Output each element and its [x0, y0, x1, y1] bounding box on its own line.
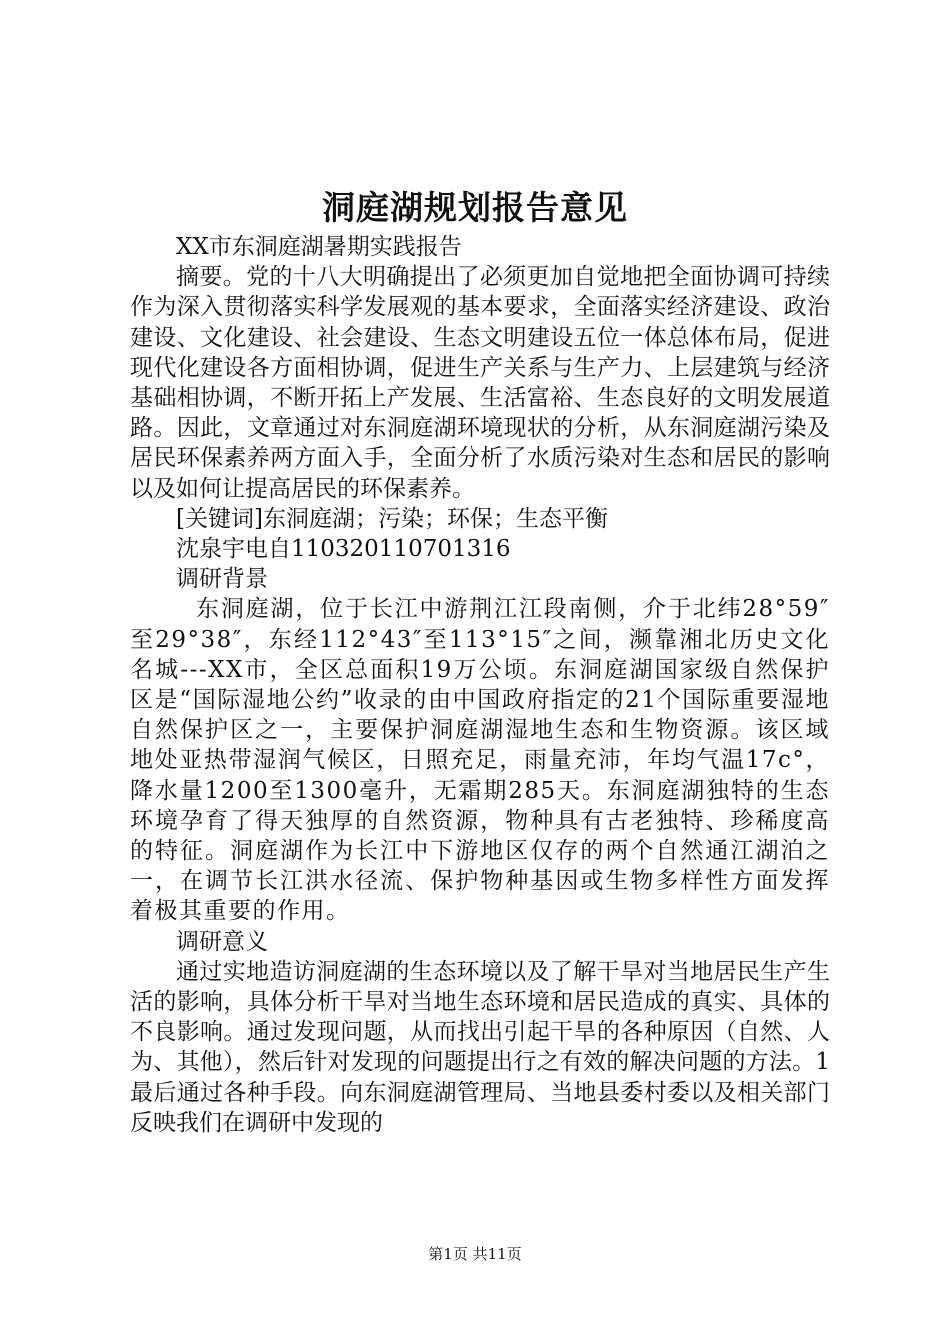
- heading-research-background: 调研背景: [176, 566, 268, 593]
- heading-research-significance: 调研意义: [176, 928, 268, 955]
- paragraph-research-background: 东洞庭湖，位于长江中游荆江江段南侧，介于北纬28°59″至29°38″，东经112°43″至113°15″之间，濒靠湘北历史文化名城---XX市，全区总面积19万公顷。东洞庭湖国家级自然保护区是“国际湿地公约”收录的由中国政府指定的21个国际重要湿地自然保护区之一，主要保护洞庭湖湿地生态和生物资源。该区域地处亚热带湿润气候区，日照充足，雨量充沛，年均气温17c°，降水量1200至1300毫升，无霜期285天。东洞庭湖独特的生态环境孕育了得天独厚的自然资源，物种具有古老独特、珍稀度高的特征。洞庭湖作为长江中下游地区仅存的两个自然通江湖泊之一，在调节长江洪水径流、保护物种基因或生物多样性方面发挥着极其重要的作用。: [130, 596, 830, 925]
- paragraph-research-significance: 通过实地造访洞庭湖的生态环境以及了解干旱对当地居民生产生活的影响，具体分析干旱对当地生态环境和居民造成的真实、具体的不良影响。通过发现问题，从而找出引起干旱的各种原因（自然、人为、其他），然后针对发现的问题提出行之有效的解决问题的方法。1最后通过各种手段。向东洞庭湖管理局、当地县委村委以及相关部门反映我们在调研中发现的: [130, 958, 830, 1136]
- paragraph-abstract: 摘要。党的十八大明确提出了必须更加自觉地把全面协调可持续作为深入贯彻落实科学发展观的基本要求，全面落实经济建设、政治建设、文化建设、社会建设、生态文明建设五位一体总体布局，促进现代化建设各方面相协调，促进生产关系与生产力、上层建筑与经济基础相协调，不断开拓上产发展、生活富裕、生态良好的文明发展道路。因此，文章通过对东洞庭湖环境现状的分析，从东洞庭湖污染及居民环保素养两方面入手，全面分析了水质污染对生态和居民的影响以及如何让提高居民的环保素养。: [130, 264, 830, 502]
- paragraph-author: 沈泉宇电自110320110701316: [176, 536, 511, 563]
- paragraph-report-name: XX市东洞庭湖暑期实践报告: [176, 234, 462, 260]
- document-title: 洞庭湖规划报告意见: [322, 188, 628, 227]
- document-body: [130, 232, 830, 1138]
- paragraph-keywords: [关键词]东洞庭湖；污染；环保；生态平衡: [176, 505, 608, 532]
- page-number-footer: 第1页 共11页: [428, 1245, 522, 1263]
